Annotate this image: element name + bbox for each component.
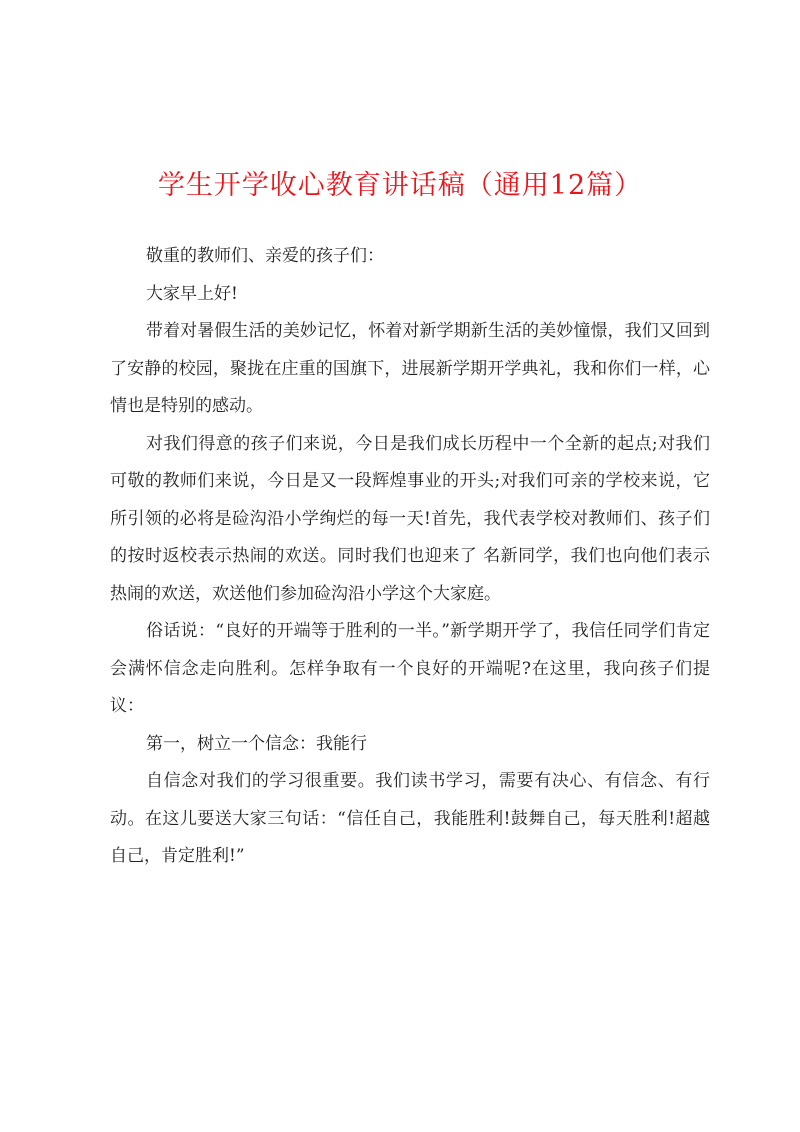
document-body [110,238,710,876]
paragraph: 自信念对我们的学习很重要。我们读书学习，需要有决心、有信念、有行动。在这儿要送大家三句话：“信任自己，我能胜利!鼓舞自己，每天胜利!超越自己，肯定胜利!” [110,771,710,866]
paragraph-heading-first: 第一，树立一个信念：我能行 [146,733,367,754]
paragraph-good-morning: 大家早上好! [146,283,238,304]
paragraph: 对我们得意的孩子们来说，今日是我们成长历程中一个全新的起点;对我们可敬的教师们来说，今日是又一段辉煌事业的开头;对我们可亲的学校来说，它所引领的必将是硷沟沿小学绚烂的每一天!首先，我代表学校对教师们、孩子们的按时返校表示热闹的欢送。同时我们也迎来了 名新同学，我们也向他们表示热闹的欢送，欢送他们参加硷沟沿小学这个大家庭。 [110,433,710,604]
paragraph: 俗话说：“良好的开端等于胜利的一半。”新学期开学了，我信任同学们肯定会满怀信念走向胜利。怎样争取有一个良好的开端呢?在这里，我向孩子们提议： [110,621,710,716]
paragraph: 带着对暑假生活的美妙记忆，怀着对新学期新生活的美妙憧憬，我们又回到了安静的校园，聚拢在庄重的国旗下，进展新学期开学典礼，我和你们一样，心情也是特别的感动。 [110,321,710,416]
document-title: 学生开学收心教育讲话稿（通用12篇） [157,170,643,201]
paragraph-greeting: 敬重的教师们、亲爱的孩子们： [146,246,384,266]
